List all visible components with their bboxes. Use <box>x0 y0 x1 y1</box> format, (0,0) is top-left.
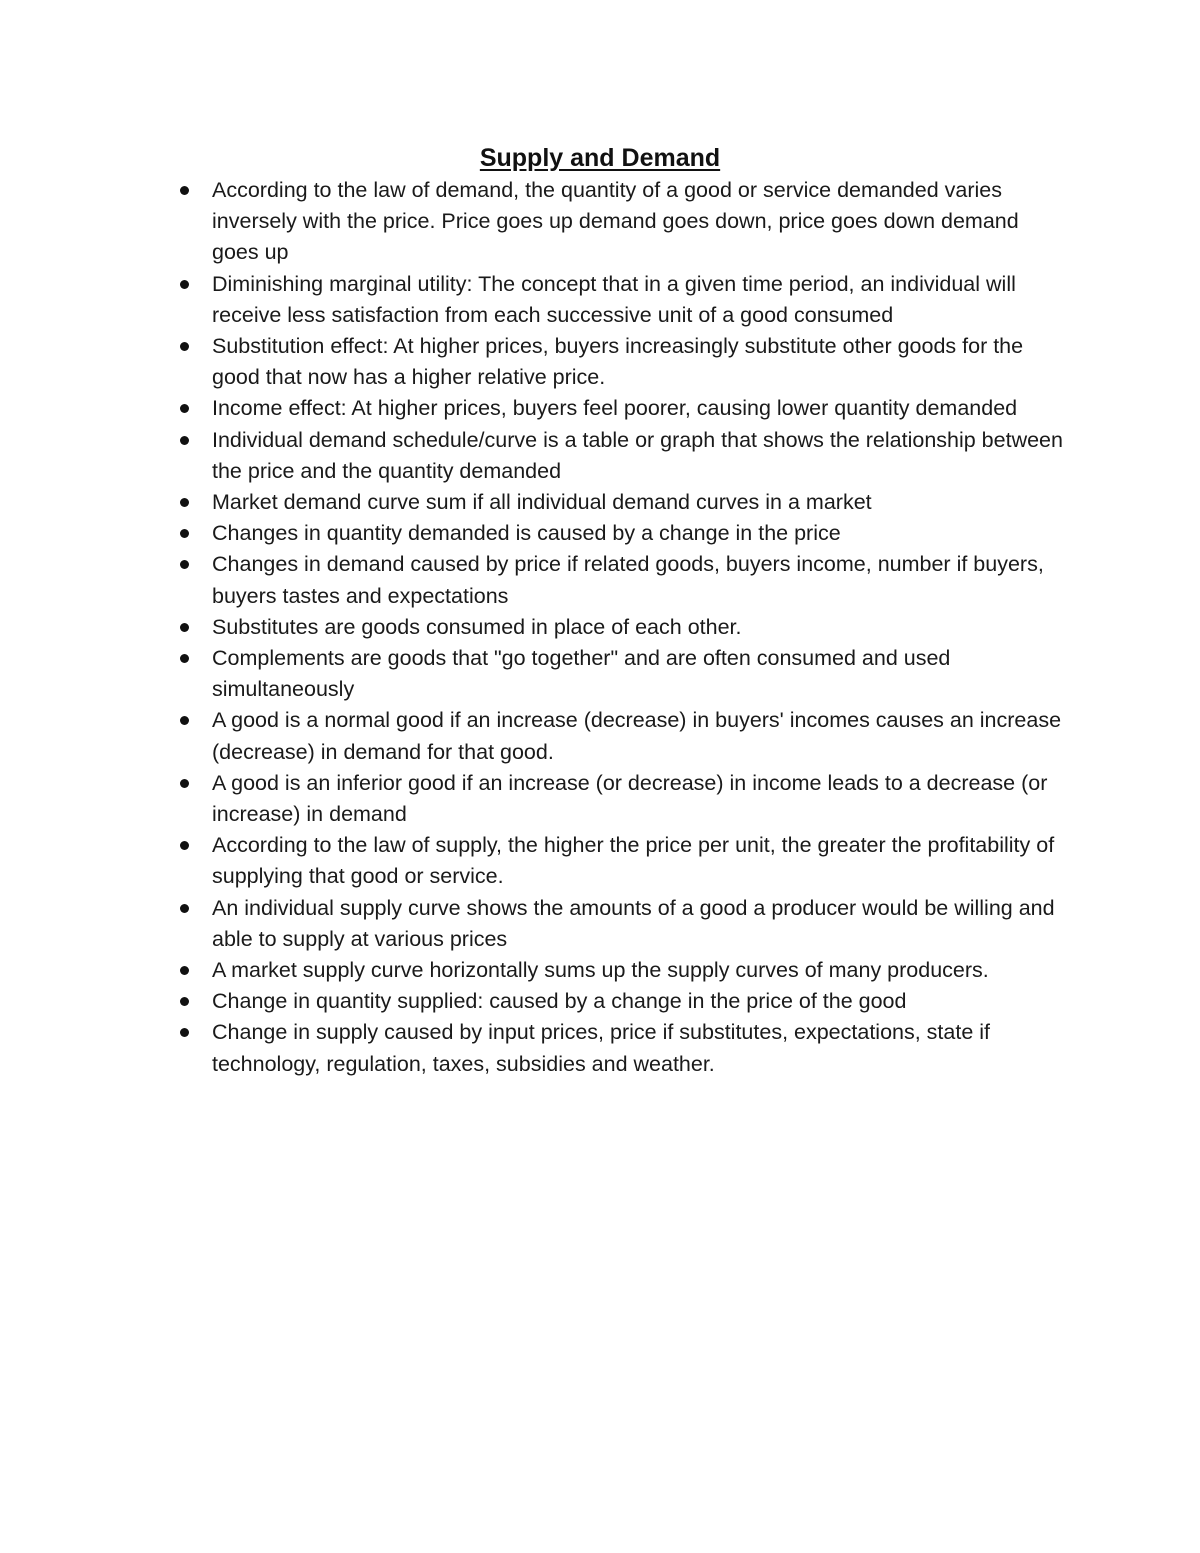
bullet-dot-icon <box>180 186 189 195</box>
bullet-dot-icon <box>180 404 189 413</box>
bullet-dot-icon <box>180 560 189 569</box>
list-item-text: Diminishing marginal utility: The concept that in a given time period, an individual will receive less satisfaction from each successive unit of a good consumed <box>212 271 1016 327</box>
bullet-dot-icon <box>180 280 189 289</box>
bullet-dot-icon <box>180 904 189 913</box>
list-item-text: Change in quantity supplied: caused by a change in the price of the good <box>212 989 907 1014</box>
list-item <box>177 393 1067 424</box>
list-item <box>177 518 1067 549</box>
list-item-text: Substitution effect: At higher prices, buyers increasingly substitute other goods for the good that now has a higher relative price. <box>212 334 1024 390</box>
list-item <box>177 175 1067 269</box>
bullet-dot-icon <box>180 654 189 663</box>
list-item <box>177 1017 1067 1079</box>
list-item <box>177 768 1067 830</box>
list-item <box>177 643 1067 705</box>
bullet-dot-icon <box>180 498 189 507</box>
list-item-text: A good is an inferior good if an increase (or decrease) in income leads to a decrease (or increase) in demand <box>212 770 1048 827</box>
list-item <box>177 612 1067 643</box>
list-item <box>177 269 1067 331</box>
bullet-dot-icon <box>180 966 189 975</box>
list-item-text: Individual demand schedule/curve is a table or graph that shows the relationship between the price and the quantity demanded <box>212 427 1063 483</box>
bullet-list <box>177 175 1067 1080</box>
list-item <box>177 425 1067 487</box>
bullet-dot-icon <box>180 436 189 445</box>
bullet-dot-icon <box>180 623 189 632</box>
bullet-dot-icon <box>180 529 189 538</box>
bullet-dot-icon <box>180 997 189 1006</box>
list-item-text: Changes in quantity demanded is caused by a change in the price <box>212 521 841 546</box>
list-item <box>177 986 1067 1017</box>
list-item-text: Changes in demand caused by price if related goods, buyers income, number if buyers, buyers tastes and expectations <box>212 552 1044 608</box>
list-item-text: Market demand curve sum if all individual demand curves in a market <box>212 490 872 515</box>
list-item-text: An individual supply curve shows the amounts of a good a producer would be willing and able to supply at various prices <box>212 895 1055 951</box>
list-item <box>177 955 1067 986</box>
bullet-dot-icon <box>180 841 189 850</box>
list-item-text: Substitutes are goods consumed in place of each other. <box>212 614 742 639</box>
list-item <box>177 331 1067 393</box>
list-item <box>177 830 1067 892</box>
list-item-text: According to the law of demand, the quantity of a good or service demanded varies inversely with the price. Price goes up demand goes down, price goes down demand goes up <box>212 178 1019 265</box>
list-item-text: Change in supply caused by input prices, price if substitutes, expectations, state if technology, regulation, taxes, subsidies and weather. <box>212 1020 991 1076</box>
list-item <box>177 893 1067 955</box>
list-item <box>177 549 1067 611</box>
list-item <box>177 487 1067 518</box>
bullet-dot-icon <box>180 1028 189 1037</box>
list-item-text: Income effect: At higher prices, buyers feel poorer, causing lower quantity demanded <box>212 396 1018 421</box>
bullet-dot-icon <box>180 342 189 351</box>
list-item-text: Complements are goods that "go together" and are often consumed and used simultaneously <box>212 646 951 702</box>
document-title: Supply and Demand <box>479 144 721 172</box>
list-item-text: A good is a normal good if an increase (decrease) in buyers' incomes causes an increase (decrease) in demand for that good. <box>212 708 1062 764</box>
bullet-dot-icon <box>180 716 189 725</box>
list-item-text: According to the law of supply, the higher the price per unit, the greater the profitability of supplying that good or service. <box>212 833 1055 889</box>
bullet-dot-icon <box>180 779 189 788</box>
list-item <box>177 705 1067 767</box>
list-item-text: A market supply curve horizontally sums up the supply curves of many producers. <box>212 958 989 983</box>
